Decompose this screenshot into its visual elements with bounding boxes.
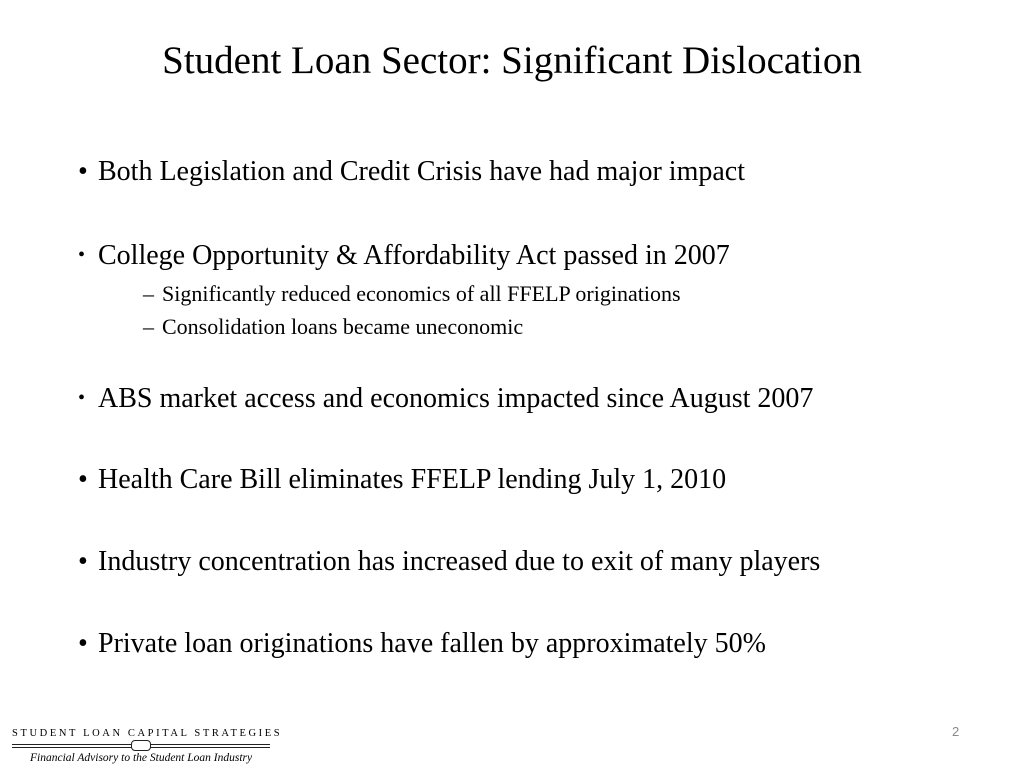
page-number: 2 <box>952 724 960 739</box>
bullet-item <box>78 627 766 661</box>
sub-bullet-item <box>143 280 681 308</box>
bullet-text: Industry concentration has increased due to exit of many players <box>98 546 821 577</box>
bullet-text: Both Legislation and Credit Crisis have had major impact <box>98 156 745 187</box>
bullet-item <box>78 155 745 189</box>
company-name: STUDENT LOAN CAPITAL STRATEGIES <box>12 728 283 739</box>
sub-bullet-text: Consolidation loans became uneconomic <box>162 314 524 339</box>
logo-emblem-icon <box>131 740 151 751</box>
bullet-text: College Opportunity & Affordability Act passed in 2007 <box>98 240 730 271</box>
bullet-icon: • <box>78 628 88 659</box>
bullet-icon: • <box>78 546 88 577</box>
slide-title: Student Loan Sector: Significant Dislocation <box>162 39 862 82</box>
bullet-icon: • <box>78 156 88 187</box>
bullet-item <box>78 463 726 497</box>
bullet-icon: • <box>78 244 86 266</box>
bullet-text: Private loan originations have fallen by approximately 50% <box>98 628 766 659</box>
bullet-icon: • <box>78 387 86 409</box>
bullet-item <box>78 381 813 416</box>
company-logo <box>0 722 283 768</box>
company-tagline: Financial Advisory to the Student Loan Industry <box>30 752 253 764</box>
sub-bullet-text: Significantly reduced economics of all FFELP originations <box>162 281 681 306</box>
bullet-icon: • <box>78 464 88 495</box>
bullet-item <box>78 545 820 579</box>
dash-icon: – <box>143 314 154 339</box>
dash-icon: – <box>143 281 154 306</box>
bullet-item <box>78 238 730 273</box>
bullet-text: Health Care Bill eliminates FFELP lending July 1, 2010 <box>98 464 727 495</box>
bullet-text: ABS market access and economics impacted since August 2007 <box>98 383 814 414</box>
sub-bullet-item <box>143 313 523 341</box>
